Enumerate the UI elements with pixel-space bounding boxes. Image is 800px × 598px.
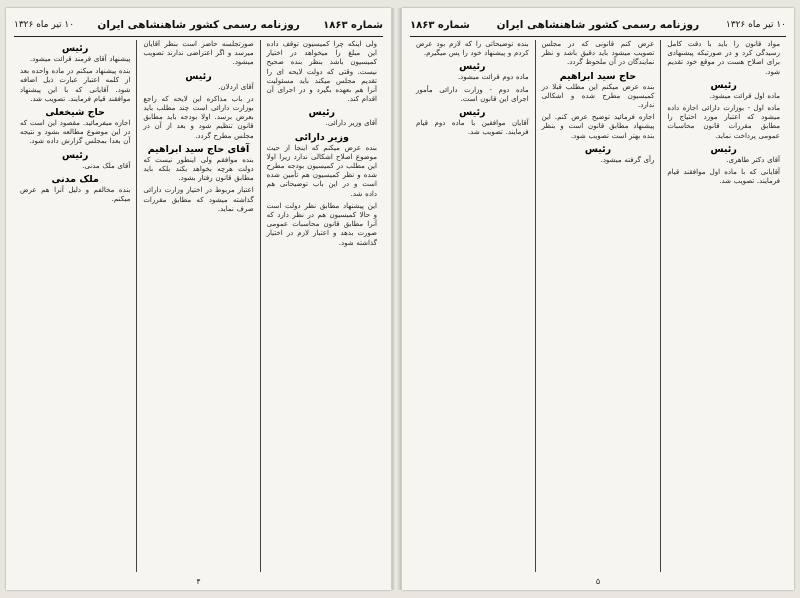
transcript-entry	[667, 40, 780, 77]
transcript-entry	[267, 132, 377, 199]
speech-text: بنده عرض میکنم که اینجا از حیث موضوع اصلاح اشکالی ندارد زیرا اولا این مطلب در کمیسیون بودجه مطرح شده و نظر کمیسیون هم تأمین شده است و در این باب توضیحاتی هم داده شد.	[266, 143, 377, 198]
transcript-entry	[143, 95, 253, 141]
speaker-name: ملک مدنی	[51, 173, 99, 185]
page-header	[14, 14, 383, 37]
speech-text: صورتجلسه حاضر است بنظر آقایان میرسد و اگر اعتراضی ندارند تصویب میشود.	[143, 40, 254, 67]
speaker-name: وزیر دارائی	[294, 131, 349, 143]
speech-text: آقای ملک مدنی.	[82, 161, 131, 170]
speaker-name: حاج سید ابراهیم	[559, 70, 637, 82]
speech-text: آقای دکتر طاهری.	[726, 155, 780, 164]
newspaper-page-right	[402, 8, 794, 590]
transcript-entry	[143, 71, 253, 92]
speech-text: این پیشنهاد مطابق نظر دولت است و حالا کمیسیون هم در نظر دارد که آنرا مطابق قانون محاسبات عمومی صورت بدهد و اعتبار لازم در اختیار گذاشته شود.	[266, 201, 377, 247]
speech-text: آقایانی که با ماده اول موافقند قیام فرمایند. تصویب شد.	[667, 168, 780, 186]
transcript-entry	[267, 40, 377, 104]
transcript-entry	[143, 186, 253, 214]
page-number-label: شماره ۱۸۶۳	[410, 19, 470, 31]
transcript-entry	[416, 40, 529, 58]
transcript-entry	[20, 150, 130, 171]
speaker-name: رئیس	[185, 70, 212, 82]
transcript-entry	[667, 144, 780, 165]
speech-text: اجازه فرمائید توضیح عرض کنم. این پیشنهاد مطابق قانون است و بنظر بنده بهتر است تصویب شود.	[541, 113, 655, 140]
speaker-name: آقای حاج سید ابراهیم	[147, 143, 250, 155]
text-columns	[14, 40, 383, 572]
speech-text: بنده عرض میکنم این مطلب قبلا در کمیسیون مطرح شده و اشکالی ندارد.	[541, 82, 655, 110]
text-columns	[410, 40, 786, 572]
transcript-entry	[267, 202, 377, 248]
speaker-name: رئیس	[62, 43, 89, 54]
speaker-name: رئیس	[308, 107, 335, 119]
speech-text: بنده توضیحاتی را که لازم بود عرض کردم و پیشنهاد خود را پس میگیرم.	[415, 40, 529, 58]
speaker-name: رئیس	[459, 107, 486, 119]
transcript-entry	[416, 86, 529, 104]
transcript-entry	[416, 61, 529, 82]
transcript-entry	[667, 104, 780, 141]
transcript-entry	[542, 71, 655, 111]
speaker-name: حاج شیخعلی	[45, 107, 105, 119]
speech-text: ماده دوم - وزارت دارائی مأمور اجرای این قانون است.	[415, 85, 529, 103]
speech-text: در باب مذاکره این لایحه که راجع بوزارت دارائی است چند مطلب باید بعرض برسد. اولا بودجه باید مطابق قانون تنظیم شود و بعد از آن در مجلس مطرح گردد.	[143, 94, 254, 140]
speech-text: ماده اول قرائت میشود.	[709, 91, 780, 100]
transcript-entry	[20, 174, 130, 204]
newspaper-title: روزنامه رسمی کشور شاهنشاهی ایران	[97, 19, 300, 31]
speech-text: آقایان موافقین با ماده دوم قیام فرمایند. تصویب شد.	[415, 119, 529, 137]
speaker-name: رئیس	[710, 79, 737, 91]
newspaper-title: روزنامه رسمی کشور شاهنشاهی ایران	[496, 19, 700, 31]
speaker-name: رئیس	[584, 143, 612, 155]
transcript-entry	[667, 80, 780, 101]
speech-text: مواد قانون را باید با دقت کامل رسیدگی کرد و در صورتیکه پیشنهادی برای اصلاح هست در موقع خود تقدیم شود.	[667, 40, 780, 76]
page-footer-number: ۴	[196, 577, 201, 586]
transcript-entry	[542, 144, 655, 165]
column-1	[261, 40, 383, 572]
transcript-entry	[20, 67, 130, 104]
speech-text: رأی گرفته میشود.	[600, 155, 655, 164]
speech-text: ماده اول - بوزارت دارائی اجازه داده میشود که اعتبار مورد احتیاج را مطابق مقررات قانون محاسبات عمومی پرداخت نماید.	[667, 104, 780, 140]
transcript-entry	[542, 40, 655, 68]
speech-text: بنده پیشنهاد میکنم در ماده واحده بعد از کلمه اعتبار عبارت ذیل اضافه شود. آقایانی که با این پیشنهاد موافقند قیام فرمایند. تصویب شد.	[20, 67, 131, 103]
speaker-name: رئیس	[710, 143, 737, 155]
transcript-entry	[267, 107, 377, 128]
page-header	[410, 14, 786, 37]
newspaper-page-left	[6, 8, 391, 590]
transcript-entry	[542, 113, 655, 141]
speaker-name: رئیس	[459, 61, 486, 73]
column-2	[536, 40, 662, 572]
transcript-entry	[143, 40, 253, 68]
speech-text: ولی اینکه چرا کمیسیون توقف داده این مبلغ را میخواهد در اختیار کمیسیون باشد بنظر بنده صحیح نیست. وقتی که دولت لایحه ای را تقدیم مجلس میکند باید مسئولیت آنرا هم بعهده بگیرد و در اجرای آن اقدام کند.	[266, 40, 377, 104]
column-3	[410, 40, 536, 572]
speech-text: اجازه میفرمائید. مقصود این است که در این موضوع مطالعه بشود و نتیجه آن بعدا بمجلس گزارش داده شود.	[20, 119, 131, 146]
speech-text: عرض کنم قانونی که در مجلس تصویب میشود باید دقیق باشد و نظر نمایندگان در آن ملحوظ گردد.	[541, 40, 655, 67]
issue-date: ۱۰ تیر ماه ۱۳۲۶	[14, 20, 75, 30]
transcript-entry	[20, 107, 130, 147]
speaker-name: رئیس	[62, 149, 89, 161]
speech-text: پیشنهاد آقای فرمند قرائت میشود.	[29, 55, 131, 63]
transcript-entry	[143, 144, 253, 184]
column-3	[14, 40, 137, 572]
column-1	[661, 40, 786, 572]
transcript-entry	[416, 107, 529, 137]
page-number-label: شماره ۱۸۶۳	[323, 19, 383, 31]
speech-text: ماده دوم قرائت میشود.	[457, 73, 529, 82]
column-2	[137, 40, 260, 572]
issue-date: ۱۰ تیر ماه ۱۳۲۶	[725, 20, 786, 30]
page-footer-number: ۵	[595, 577, 601, 586]
speech-text: بنده موافقم ولی اینطور نیست که دولت هرچه بخواهد بکند بلکه باید مطابق قانون رفتار بشود.	[143, 155, 254, 183]
speech-text: آقای اردلان.	[218, 82, 254, 91]
book-gutter	[392, 8, 401, 590]
transcript-entry	[20, 43, 130, 64]
speech-text: آقای وزیر دارائی.	[325, 119, 377, 128]
speech-text: اعتبار مربوط در اختیار وزارت دارائی گذاشته میشود که مطابق مقررات صرف نماید.	[143, 186, 254, 213]
transcript-entry	[667, 168, 780, 186]
speech-text: بنده مخالفم و دلیل آنرا هم عرض میکنم.	[20, 185, 131, 204]
